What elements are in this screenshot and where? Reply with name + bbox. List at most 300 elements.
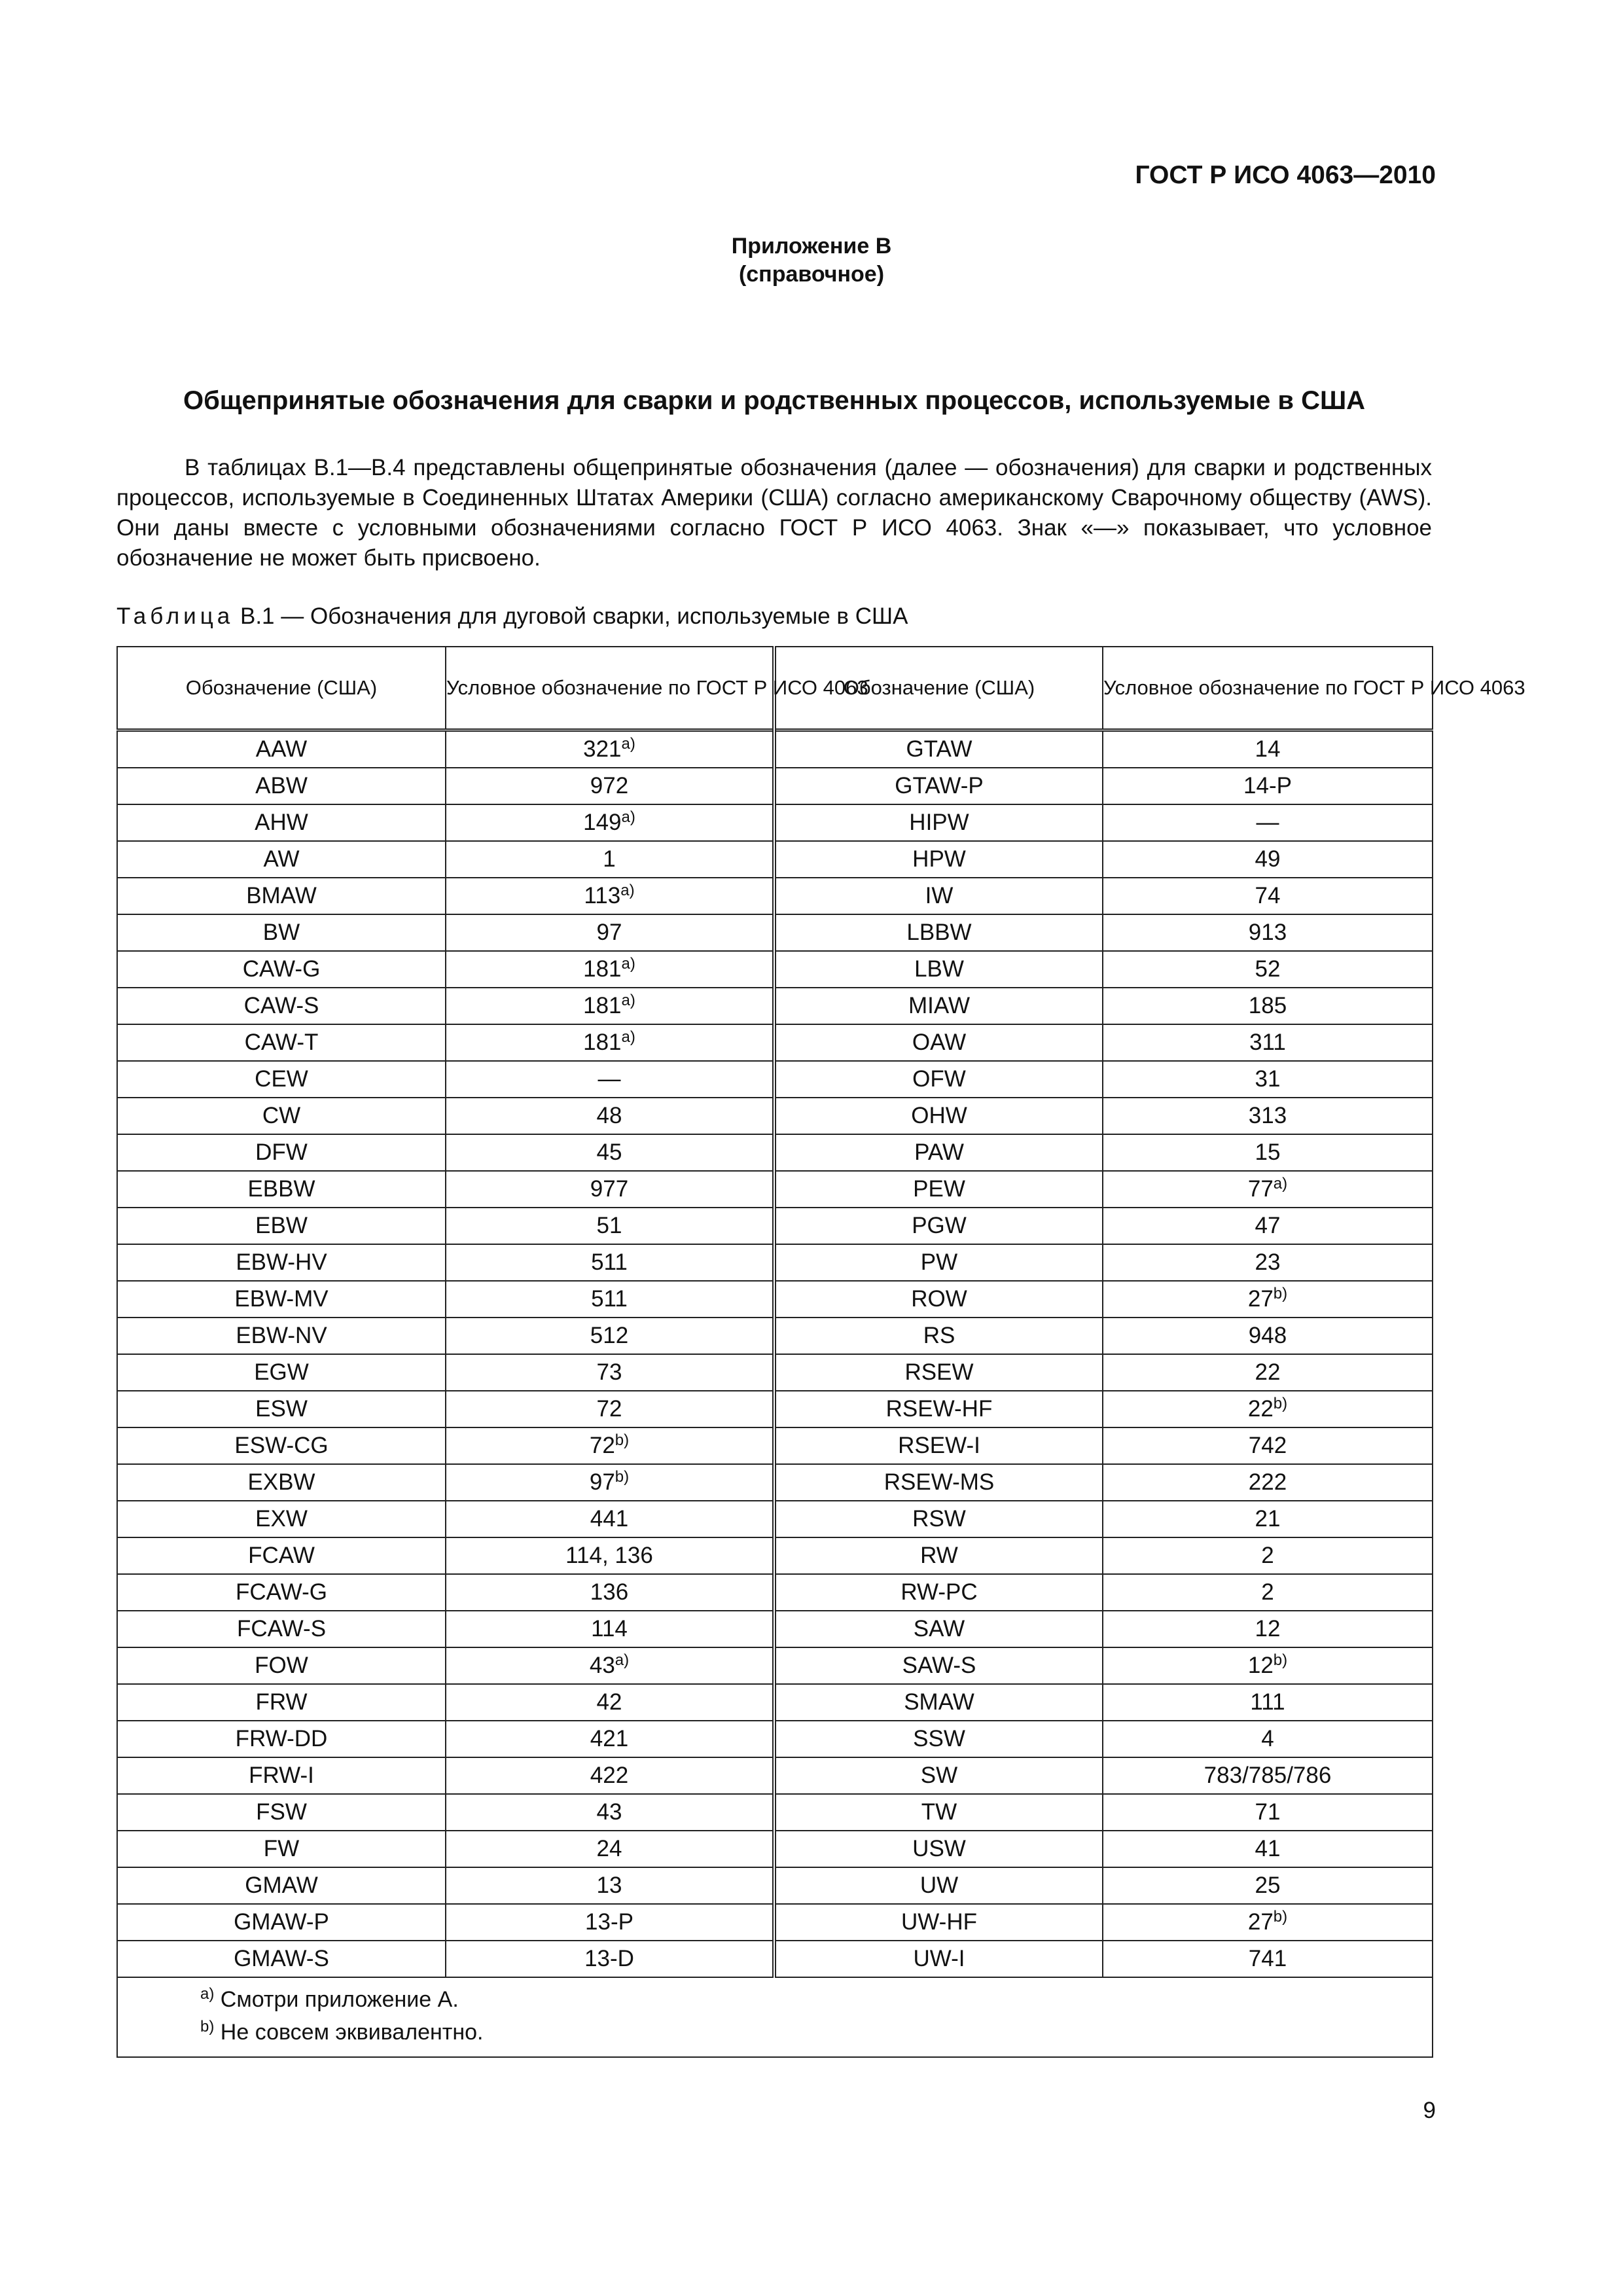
table-row bbox=[117, 1024, 1433, 1061]
table-row bbox=[117, 804, 1433, 841]
table-row bbox=[117, 730, 1433, 768]
cell-value: ABW bbox=[255, 773, 308, 798]
cell-value: RS bbox=[923, 1323, 955, 1348]
iso-designation-cell bbox=[446, 1098, 774, 1134]
cell-value: 512 bbox=[590, 1323, 629, 1348]
us-designation-cell bbox=[774, 951, 1103, 988]
iso-designation-cell bbox=[1103, 1501, 1433, 1537]
us-designation-cell bbox=[774, 1684, 1103, 1721]
cell-value: FRW-DD bbox=[235, 1726, 328, 1751]
us-designation-cell bbox=[774, 841, 1103, 878]
footnotes-cell bbox=[117, 1977, 1433, 2057]
cell-value: 742 bbox=[1248, 1433, 1287, 1458]
iso-designation-cell bbox=[446, 1904, 774, 1941]
table-row bbox=[117, 1318, 1433, 1354]
cell-value: 2 bbox=[1261, 1579, 1274, 1605]
us-designation-cell bbox=[774, 1831, 1103, 1867]
cell-value: USW bbox=[912, 1836, 966, 1861]
footnote-ref: a) bbox=[621, 1028, 635, 1046]
us-designation-cell bbox=[774, 1208, 1103, 1244]
iso-designation-cell bbox=[446, 1757, 774, 1794]
cell-value: 97 bbox=[589, 1469, 615, 1495]
cell-value: GMAW bbox=[245, 1873, 318, 1898]
cell-value: PEW bbox=[913, 1176, 965, 1202]
cell-value: 972 bbox=[590, 773, 629, 798]
us-designation-cell bbox=[774, 1098, 1103, 1134]
cell-value: 12 bbox=[1255, 1616, 1281, 1641]
iso-designation-cell bbox=[1103, 1208, 1433, 1244]
iso-designation-cell bbox=[446, 1647, 774, 1684]
page-number: 9 bbox=[1423, 2098, 1436, 2123]
us-designation-cell bbox=[117, 914, 446, 951]
us-designation-cell bbox=[117, 1391, 446, 1427]
header-iso-designation-1: Условное обозначение по ГОСТ Р ИСО 4063 bbox=[446, 647, 774, 730]
iso-designation-cell bbox=[1103, 1171, 1433, 1208]
cell-value: 22 bbox=[1247, 1396, 1274, 1422]
cell-value: 21 bbox=[1255, 1506, 1281, 1532]
cell-value: 72 bbox=[596, 1396, 622, 1422]
us-designation-cell bbox=[117, 1941, 446, 1977]
iso-designation-cell bbox=[1103, 878, 1433, 914]
us-designation-cell bbox=[774, 1464, 1103, 1501]
cell-value: 783/785/786 bbox=[1204, 1763, 1332, 1788]
cell-value: HPW bbox=[912, 846, 966, 872]
us-designation-cell bbox=[774, 988, 1103, 1024]
table-caption-text: — Обозначения для дуговой сварки, используемые в США bbox=[281, 603, 908, 629]
iso-designation-cell bbox=[446, 1721, 774, 1757]
cell-value: 74 bbox=[1255, 883, 1281, 908]
table-row bbox=[117, 914, 1433, 951]
cell-value: AAW bbox=[255, 736, 308, 762]
cell-value: 321 bbox=[583, 736, 622, 762]
us-designation-cell bbox=[117, 988, 446, 1024]
us-designation-cell bbox=[774, 768, 1103, 804]
iso-designation-cell bbox=[1103, 730, 1433, 768]
footnote-ref: a) bbox=[615, 1651, 630, 1669]
us-designation-cell bbox=[117, 1427, 446, 1464]
iso-designation-cell bbox=[1103, 1427, 1433, 1464]
us-designation-cell bbox=[117, 1464, 446, 1501]
cell-value: 77 bbox=[1247, 1176, 1274, 1202]
iso-designation-cell bbox=[446, 1464, 774, 1501]
iso-designation-cell bbox=[1103, 1794, 1433, 1831]
cell-value: FCAW-S bbox=[236, 1616, 327, 1641]
iso-designation-cell bbox=[1103, 1464, 1433, 1501]
us-designation-cell bbox=[117, 878, 446, 914]
us-designation-cell bbox=[774, 1134, 1103, 1171]
us-designation-cell bbox=[774, 1244, 1103, 1281]
cell-value: 13-D bbox=[584, 1946, 634, 1971]
cell-value: GMAW-P bbox=[234, 1909, 329, 1935]
cell-value: UW-HF bbox=[901, 1909, 977, 1935]
cell-value: OAW bbox=[912, 1030, 967, 1055]
cell-value: RSEW-HF bbox=[885, 1396, 993, 1422]
us-designation-cell bbox=[774, 914, 1103, 951]
footnote-ref: a) bbox=[621, 955, 635, 973]
table-row bbox=[117, 1794, 1433, 1831]
iso-designation-cell bbox=[446, 1684, 774, 1721]
header-iso-designation-2: Условное обозначение по ГОСТ Р ИСО 4063 bbox=[1103, 647, 1433, 730]
table-caption bbox=[116, 603, 908, 630]
cell-value: 511 bbox=[591, 1249, 628, 1275]
cell-value: 311 bbox=[1249, 1030, 1286, 1055]
iso-designation-cell bbox=[446, 1208, 774, 1244]
cell-value: SAW bbox=[913, 1616, 965, 1641]
footnote-ref: a) bbox=[621, 992, 635, 1009]
cell-value: 181 bbox=[583, 1030, 622, 1055]
us-designation-cell bbox=[774, 1574, 1103, 1611]
cell-value: 13 bbox=[596, 1873, 622, 1898]
table-row bbox=[117, 1537, 1433, 1574]
intro-text: В таблицах В.1—В.4 представлены общепринятые обозначения (далее — обозначения) для сварки и родственных процессов, используемые в Соединенных Штатах Америки (США) согласно американскому Сварочному обществу (AWS). Они даны вместе с условными обозначениями согласно ГОСТ Р ИСО 4063. Знак «—» показывает, что условное обозначение не может быть присвоено. bbox=[116, 455, 1432, 571]
table-body bbox=[117, 730, 1433, 1978]
us-designation-cell bbox=[774, 1318, 1103, 1354]
iso-designation-cell bbox=[446, 988, 774, 1024]
iso-designation-cell bbox=[1103, 1061, 1433, 1098]
cell-value: 42 bbox=[596, 1689, 622, 1715]
cell-value: RW bbox=[920, 1543, 958, 1568]
iso-designation-cell bbox=[1103, 804, 1433, 841]
footnote-b bbox=[200, 2016, 1432, 2049]
table-row bbox=[117, 1501, 1433, 1537]
cell-value: — bbox=[597, 1066, 621, 1092]
us-designation-cell bbox=[774, 1354, 1103, 1391]
table-row bbox=[117, 1904, 1433, 1941]
iso-designation-cell bbox=[446, 1831, 774, 1867]
cell-value: 422 bbox=[590, 1763, 629, 1788]
iso-designation-cell bbox=[446, 1941, 774, 1977]
cell-value: 49 bbox=[1255, 846, 1281, 872]
us-designation-cell bbox=[774, 1867, 1103, 1904]
iso-designation-cell bbox=[1103, 1354, 1433, 1391]
us-designation-cell bbox=[117, 1244, 446, 1281]
footnote-a-text: Смотри приложение А. bbox=[220, 1987, 459, 2012]
us-designation-cell bbox=[774, 1721, 1103, 1757]
cell-value: EBW-HV bbox=[236, 1249, 327, 1275]
us-designation-cell bbox=[774, 1391, 1103, 1427]
footnote-ref: a) bbox=[621, 735, 635, 753]
iso-designation-cell bbox=[446, 841, 774, 878]
cell-value: 181 bbox=[583, 956, 622, 982]
cell-value: AHW bbox=[255, 810, 308, 835]
iso-designation-cell bbox=[1103, 1611, 1433, 1647]
us-designation-cell bbox=[117, 1134, 446, 1171]
iso-designation-cell bbox=[1103, 1391, 1433, 1427]
iso-designation-cell bbox=[1103, 951, 1433, 988]
us-designation-cell bbox=[774, 1537, 1103, 1574]
footnote-ref: b) bbox=[1273, 1651, 1288, 1669]
cell-value: 41 bbox=[1255, 1836, 1281, 1861]
footnote-a-mark: a) bbox=[200, 1985, 215, 2003]
intro-paragraph bbox=[116, 453, 1432, 573]
cell-value: FCAW bbox=[248, 1543, 315, 1568]
cell-value: ROW bbox=[911, 1286, 967, 1312]
cell-value: 22 bbox=[1255, 1359, 1281, 1385]
us-designation-cell bbox=[117, 841, 446, 878]
cell-value: 913 bbox=[1248, 920, 1287, 945]
footnote-ref: a) bbox=[621, 808, 635, 826]
us-designation-cell bbox=[117, 1171, 446, 1208]
table-row bbox=[117, 1831, 1433, 1867]
iso-designation-cell bbox=[1103, 1098, 1433, 1134]
table-row bbox=[117, 1684, 1433, 1721]
us-designation-cell bbox=[774, 1757, 1103, 1794]
us-designation-cell bbox=[117, 951, 446, 988]
table-row bbox=[117, 878, 1433, 914]
us-designation-cell bbox=[117, 1647, 446, 1684]
iso-designation-cell bbox=[1103, 1574, 1433, 1611]
cell-value: 27 bbox=[1247, 1286, 1274, 1312]
iso-designation-cell bbox=[446, 1281, 774, 1318]
iso-designation-cell bbox=[446, 804, 774, 841]
footnote-a bbox=[200, 1983, 1432, 2016]
us-designation-cell bbox=[117, 1318, 446, 1354]
cell-value: FCAW-G bbox=[236, 1579, 327, 1605]
table-row bbox=[117, 1721, 1433, 1757]
cell-value: AW bbox=[263, 846, 300, 872]
cell-value: SMAW bbox=[904, 1689, 974, 1715]
cell-value: 313 bbox=[1248, 1103, 1287, 1128]
cell-value: EBBW bbox=[247, 1176, 315, 1202]
table-row bbox=[117, 1354, 1433, 1391]
iso-designation-cell bbox=[446, 914, 774, 951]
us-designation-cell bbox=[117, 1024, 446, 1061]
iso-designation-cell bbox=[446, 1867, 774, 1904]
iso-designation-cell bbox=[446, 1318, 774, 1354]
footnote-ref: a) bbox=[1273, 1175, 1288, 1193]
cell-value: EXW bbox=[255, 1506, 308, 1532]
us-designation-cell bbox=[117, 1208, 446, 1244]
table-row bbox=[117, 1647, 1433, 1684]
cell-value: RSW bbox=[912, 1506, 966, 1532]
cell-value: SW bbox=[920, 1763, 958, 1788]
cell-value: IW bbox=[925, 883, 954, 908]
footnote-ref: a) bbox=[620, 882, 635, 899]
iso-designation-cell bbox=[446, 730, 774, 768]
us-designation-cell bbox=[774, 1904, 1103, 1941]
us-designation-cell bbox=[774, 804, 1103, 841]
iso-designation-cell bbox=[1103, 1757, 1433, 1794]
iso-designation-cell bbox=[446, 768, 774, 804]
cell-value: FSW bbox=[256, 1799, 307, 1825]
cell-value: FRW-I bbox=[249, 1763, 314, 1788]
cell-value: OHW bbox=[911, 1103, 967, 1128]
us-designation-cell bbox=[117, 1611, 446, 1647]
cell-value: FOW bbox=[255, 1653, 308, 1678]
us-designation-cell bbox=[117, 1867, 446, 1904]
standard-header: ГОСТ Р ИСО 4063—2010 bbox=[1135, 161, 1436, 189]
iso-designation-cell bbox=[446, 1024, 774, 1061]
table-row bbox=[117, 1244, 1433, 1281]
footnote-ref: b) bbox=[1273, 1285, 1288, 1302]
footnote-ref: b) bbox=[1273, 1908, 1288, 1926]
cell-value: CAW-T bbox=[244, 1030, 319, 1055]
iso-designation-cell bbox=[1103, 1684, 1433, 1721]
iso-designation-cell bbox=[1103, 1024, 1433, 1061]
iso-designation-cell bbox=[446, 1244, 774, 1281]
cell-value: ESW-CG bbox=[234, 1433, 329, 1458]
us-designation-cell bbox=[774, 1501, 1103, 1537]
iso-designation-cell bbox=[446, 1354, 774, 1391]
table-row bbox=[117, 1427, 1433, 1464]
footnote-b-mark: b) bbox=[200, 2018, 215, 2036]
table-header-row bbox=[117, 647, 1433, 730]
us-designation-cell bbox=[117, 804, 446, 841]
us-designation-cell bbox=[117, 1098, 446, 1134]
cell-value: 72 bbox=[589, 1433, 615, 1458]
iso-designation-cell bbox=[1103, 1647, 1433, 1684]
cell-value: 23 bbox=[1255, 1249, 1281, 1275]
cell-value: 4 bbox=[1261, 1726, 1274, 1751]
table-row bbox=[117, 951, 1433, 988]
cell-value: HIPW bbox=[909, 810, 969, 835]
table-row bbox=[117, 1171, 1433, 1208]
iso-designation-cell bbox=[1103, 1831, 1433, 1867]
cell-value: 71 bbox=[1255, 1799, 1281, 1825]
iso-designation-cell bbox=[1103, 1281, 1433, 1318]
iso-designation-cell bbox=[1103, 1134, 1433, 1171]
cell-value: 2 bbox=[1261, 1543, 1274, 1568]
iso-designation-cell bbox=[1103, 1721, 1433, 1757]
cell-value: 52 bbox=[1255, 956, 1281, 982]
cell-value: 948 bbox=[1248, 1323, 1287, 1348]
footnote-ref: b) bbox=[1273, 1395, 1288, 1412]
us-designation-cell bbox=[117, 1281, 446, 1318]
us-designation-cell bbox=[117, 1757, 446, 1794]
cell-value: 1 bbox=[603, 846, 616, 872]
cell-value: CW bbox=[262, 1103, 301, 1128]
table-row bbox=[117, 1134, 1433, 1171]
iso-designation-cell bbox=[446, 878, 774, 914]
cell-value: 741 bbox=[1248, 1946, 1287, 1971]
cell-value: DFW bbox=[255, 1139, 308, 1165]
cell-value: GTAW-P bbox=[895, 773, 984, 798]
cell-value: 48 bbox=[596, 1103, 622, 1128]
us-designation-cell bbox=[117, 1574, 446, 1611]
cell-value: — bbox=[1256, 810, 1279, 835]
table-caption-number: В.1 bbox=[240, 603, 275, 629]
table-row bbox=[117, 1098, 1433, 1134]
cell-value: MIAW bbox=[908, 993, 970, 1018]
cell-value: 27 bbox=[1247, 1909, 1274, 1935]
iso-designation-cell bbox=[446, 1794, 774, 1831]
iso-designation-cell bbox=[446, 1171, 774, 1208]
cell-value: 113 bbox=[584, 883, 621, 908]
us-designation-cell bbox=[117, 768, 446, 804]
cell-value: 14-P bbox=[1243, 773, 1292, 798]
us-designation-cell bbox=[117, 1354, 446, 1391]
us-designation-cell bbox=[117, 730, 446, 768]
table-row bbox=[117, 1391, 1433, 1427]
header-us-designation-2: Обозначение (США) bbox=[774, 647, 1103, 730]
cell-value: CAW-G bbox=[242, 956, 321, 982]
table-row bbox=[117, 841, 1433, 878]
cell-value: 111 bbox=[1250, 1689, 1285, 1715]
us-designation-cell bbox=[774, 1281, 1103, 1318]
cell-value: PGW bbox=[912, 1213, 967, 1238]
cell-value: 181 bbox=[583, 993, 622, 1018]
cell-value: 222 bbox=[1248, 1469, 1287, 1495]
cell-value: 114, 136 bbox=[565, 1543, 653, 1568]
cell-value: 136 bbox=[590, 1579, 629, 1605]
cell-value: LBW bbox=[914, 956, 964, 982]
table-caption-label: Таблица bbox=[116, 603, 234, 629]
us-designation-cell bbox=[117, 1794, 446, 1831]
footnotes-row bbox=[117, 1977, 1433, 2057]
table-row bbox=[117, 1281, 1433, 1318]
iso-designation-cell bbox=[1103, 914, 1433, 951]
iso-designation-cell bbox=[1103, 1537, 1433, 1574]
cell-value: 114 bbox=[591, 1616, 628, 1641]
table-row bbox=[117, 1867, 1433, 1904]
cell-value: SAW-S bbox=[902, 1653, 976, 1678]
table-row bbox=[117, 1464, 1433, 1501]
cell-value: EBW bbox=[255, 1213, 308, 1238]
us-designation-cell bbox=[774, 730, 1103, 768]
iso-designation-cell bbox=[1103, 1318, 1433, 1354]
cell-value: 47 bbox=[1255, 1213, 1281, 1238]
appendix-label: Приложение В bbox=[731, 234, 892, 259]
table-row bbox=[117, 1061, 1433, 1098]
cell-value: ESW bbox=[255, 1396, 308, 1422]
table-row bbox=[117, 1574, 1433, 1611]
cell-value: UW-I bbox=[913, 1946, 965, 1971]
us-designation-cell bbox=[774, 1611, 1103, 1647]
table-row bbox=[117, 1208, 1433, 1244]
iso-designation-cell bbox=[446, 1427, 774, 1464]
iso-designation-cell bbox=[446, 1501, 774, 1537]
us-designation-cell bbox=[774, 1794, 1103, 1831]
cell-value: 24 bbox=[596, 1836, 622, 1861]
iso-designation-cell bbox=[1103, 768, 1433, 804]
footnote-ref: b) bbox=[615, 1468, 630, 1486]
cell-value: FRW bbox=[255, 1689, 308, 1715]
table-row bbox=[117, 1757, 1433, 1794]
table-row bbox=[117, 988, 1433, 1024]
cell-value: 51 bbox=[596, 1213, 622, 1238]
cell-value: 15 bbox=[1255, 1139, 1281, 1165]
cell-value: RSEW-MS bbox=[883, 1469, 995, 1495]
iso-designation-cell bbox=[1103, 1244, 1433, 1281]
us-designation-cell bbox=[117, 1684, 446, 1721]
iso-designation-cell bbox=[446, 1391, 774, 1427]
iso-designation-cell bbox=[446, 1611, 774, 1647]
cell-value: EGW bbox=[254, 1359, 309, 1385]
cell-value: 149 bbox=[583, 810, 622, 835]
us-designation-cell bbox=[117, 1831, 446, 1867]
cell-value: 97 bbox=[596, 920, 622, 945]
cell-value: 977 bbox=[590, 1176, 629, 1202]
cell-value: CEW bbox=[255, 1066, 308, 1092]
cell-value: 43 bbox=[596, 1799, 622, 1825]
cell-value: CAW-S bbox=[243, 993, 319, 1018]
iso-designation-cell bbox=[446, 1574, 774, 1611]
section-title: Общепринятые обозначения для сварки и родственных процессов, используемые в США bbox=[183, 386, 1366, 415]
us-designation-cell bbox=[117, 1904, 446, 1941]
cell-value: 45 bbox=[596, 1139, 622, 1165]
us-designation-cell bbox=[774, 1024, 1103, 1061]
table-row bbox=[117, 768, 1433, 804]
cell-value: TW bbox=[921, 1799, 957, 1825]
cell-value: 73 bbox=[596, 1359, 622, 1385]
us-designation-cell bbox=[774, 1427, 1103, 1464]
iso-designation-cell bbox=[1103, 841, 1433, 878]
cell-value: PW bbox=[920, 1249, 958, 1275]
cell-value: GMAW-S bbox=[234, 1946, 329, 1971]
iso-designation-cell bbox=[1103, 1867, 1433, 1904]
cell-value: EXBW bbox=[247, 1469, 315, 1495]
us-designation-cell bbox=[117, 1501, 446, 1537]
